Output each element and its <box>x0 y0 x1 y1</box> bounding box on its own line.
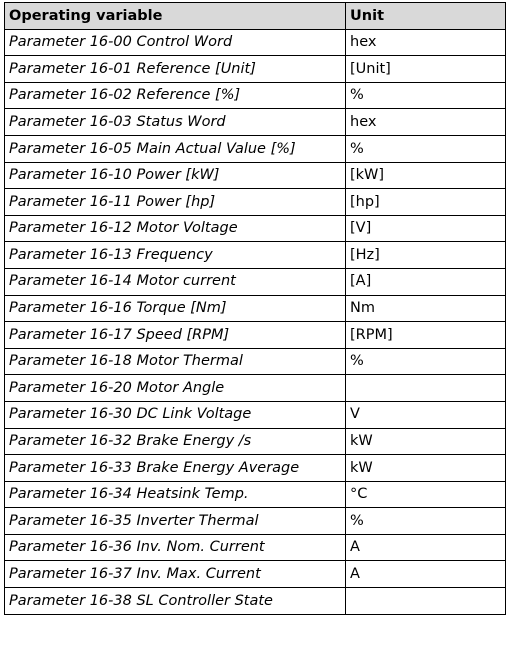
header-unit: Unit <box>346 3 506 30</box>
operating-variables-table-container <box>4 2 505 615</box>
table-row <box>5 295 506 322</box>
table-row <box>5 109 506 136</box>
table-row <box>5 561 506 588</box>
table-row <box>5 268 506 295</box>
operating-variable-cell: Parameter 16-11 Power [hp] <box>5 189 346 216</box>
unit-cell: V <box>346 401 506 428</box>
table-row <box>5 348 506 375</box>
table-row <box>5 162 506 189</box>
unit-cell: [A] <box>346 268 506 295</box>
table-row <box>5 401 506 428</box>
table-header <box>5 3 506 30</box>
unit-cell: % <box>346 82 506 109</box>
unit-cell: [Unit] <box>346 56 506 83</box>
operating-variable-cell: Parameter 16-14 Motor current <box>5 268 346 295</box>
operating-variable-cell: Parameter 16-35 Inverter Thermal <box>5 508 346 535</box>
operating-variable-cell: Parameter 16-17 Speed [RPM] <box>5 322 346 349</box>
unit-cell: [kW] <box>346 162 506 189</box>
operating-variable-cell: Parameter 16-30 DC Link Voltage <box>5 401 346 428</box>
operating-variable-cell: Parameter 16-18 Motor Thermal <box>5 348 346 375</box>
header-row <box>5 3 506 30</box>
table-row <box>5 29 506 56</box>
unit-cell: hex <box>346 29 506 56</box>
table-row <box>5 215 506 242</box>
operating-variable-cell: Parameter 16-13 Frequency <box>5 242 346 269</box>
operating-variable-cell: Parameter 16-10 Power [kW] <box>5 162 346 189</box>
operating-variable-cell: Parameter 16-36 Inv. Nom. Current <box>5 534 346 561</box>
unit-cell: [RPM] <box>346 322 506 349</box>
operating-variable-cell: Parameter 16-01 Reference [Unit] <box>5 56 346 83</box>
operating-variable-cell: Parameter 16-38 SL Controller State <box>5 588 346 615</box>
unit-cell <box>346 375 506 402</box>
table-row <box>5 135 506 162</box>
unit-cell: A <box>346 561 506 588</box>
operating-variable-cell: Parameter 16-32 Brake Energy /s <box>5 428 346 455</box>
unit-cell: % <box>346 135 506 162</box>
table-row <box>5 534 506 561</box>
unit-cell: kW <box>346 428 506 455</box>
operating-variable-cell: Parameter 16-20 Motor Angle <box>5 375 346 402</box>
table-body <box>5 29 506 614</box>
table-row <box>5 481 506 508</box>
table-row <box>5 375 506 402</box>
operating-variable-cell: Parameter 16-34 Heatsink Temp. <box>5 481 346 508</box>
table-row <box>5 322 506 349</box>
table-row <box>5 588 506 615</box>
unit-cell: Nm <box>346 295 506 322</box>
header-operating-variable: Operating variable <box>5 3 346 30</box>
operating-variable-cell: Parameter 16-12 Motor Voltage <box>5 215 346 242</box>
operating-variable-cell: Parameter 16-16 Torque [Nm] <box>5 295 346 322</box>
unit-cell: A <box>346 534 506 561</box>
operating-variables-table <box>4 2 506 615</box>
operating-variable-cell: Parameter 16-03 Status Word <box>5 109 346 136</box>
unit-cell: kW <box>346 455 506 482</box>
unit-cell: % <box>346 508 506 535</box>
table-row <box>5 508 506 535</box>
operating-variable-cell: Parameter 16-02 Reference [%] <box>5 82 346 109</box>
unit-cell <box>346 588 506 615</box>
unit-cell: % <box>346 348 506 375</box>
operating-variable-cell: Parameter 16-37 Inv. Max. Current <box>5 561 346 588</box>
table-row <box>5 455 506 482</box>
table-row <box>5 242 506 269</box>
table-row <box>5 189 506 216</box>
operating-variable-cell: Parameter 16-05 Main Actual Value [%] <box>5 135 346 162</box>
unit-cell: [V] <box>346 215 506 242</box>
operating-variable-cell: Parameter 16-00 Control Word <box>5 29 346 56</box>
unit-cell: [hp] <box>346 189 506 216</box>
table-row <box>5 82 506 109</box>
operating-variable-cell: Parameter 16-33 Brake Energy Average <box>5 455 346 482</box>
table-row <box>5 428 506 455</box>
table-row <box>5 56 506 83</box>
unit-cell: °C <box>346 481 506 508</box>
unit-cell: hex <box>346 109 506 136</box>
unit-cell: [Hz] <box>346 242 506 269</box>
